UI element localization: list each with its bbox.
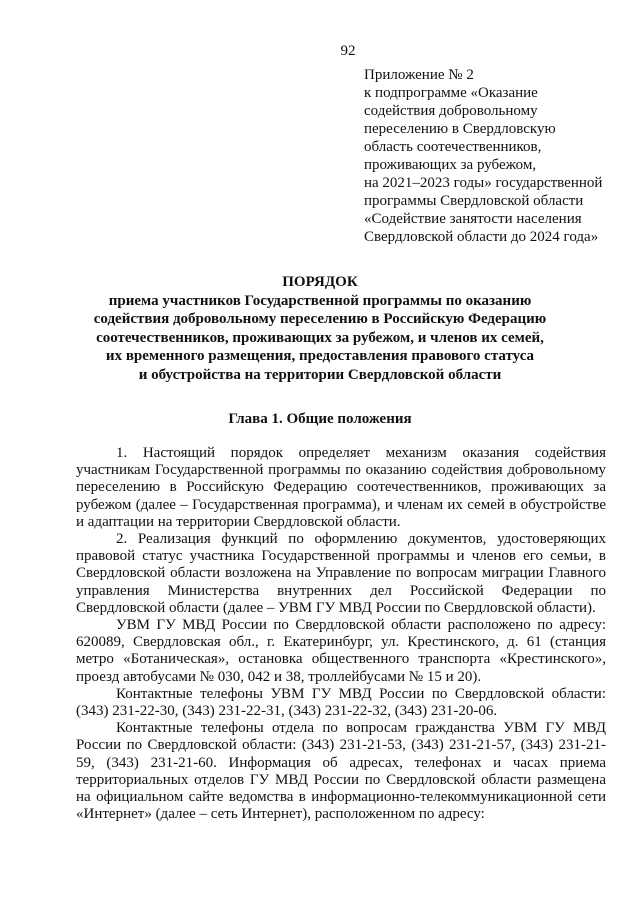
page-number: 92 — [340, 43, 356, 59]
appendix-line: программы Свердловской области — [364, 193, 584, 209]
title-line: соотечественников, проживающих за рубежом, и членов их семей, — [96, 329, 544, 346]
appendix-line: область соотечественников, — [364, 139, 542, 155]
appendix-header — [364, 66, 624, 246]
title-heading: ПОРЯДОК — [282, 274, 358, 290]
appendix-line: переселению в Свердловскую — [364, 121, 556, 137]
paragraph: 2. Реализация функций по оформлению документов, удостоверяющих правовой статус участника Государственной программы и членов его семьи, в Свердловской области возложена на Управление по вопросам миграции Главного управления Министерства внутренних дел Российской Федерации по Свердловской области (далее – УВМ ГУ МВД России по Свердловской области). — [76, 531, 606, 616]
appendix-line: Приложение № 2 — [364, 67, 474, 83]
title-line: их временного размещения, предоставления правового статуса — [105, 348, 535, 364]
paragraph: Контактные телефоны отдела по вопросам гражданства УВМ ГУ МВД России по Свердловской области: (343) 231-21-53, (343) 231-21-57, (343) 231-21-59, (343) 231-21-60. Информация об адресах, телефонах и часах приема территориальных отделов ГУ МВД России по Свердловской области размещена на официальном сайте ведомства в информационно-телекоммуникационной сети «Интернет» (далее – сеть Интернет), расположенном по адресу: — [76, 720, 606, 823]
appendix-line: Свердловской области до 2024 года» — [364, 229, 599, 245]
appendix-line: на 2021–2023 годы» государственной — [364, 175, 603, 191]
chapter-title: Глава 1. Общие положения — [228, 411, 412, 427]
appendix-line: содействия добровольному — [364, 103, 538, 119]
paragraph: 1. Настоящий порядок определяет механизм оказания содействия участникам Государственной программы по оказанию содействия добровольному переселению в Российскую Федерацию соотечественников, проживающих за рубежом (далее – Государственная программа), и членам их семей в обустройстве и адаптации на территории Свердловской области. — [76, 445, 606, 530]
paragraph: УВМ ГУ МВД России по Свердловской области расположено по адресу: 620089, Свердловская обл., г. Екатеринбург, ул. Крестинского, д. 61 (станция метро «Ботаническая», остановка общественного транспорта «Крестинского», проезд автобусами № 030, 042 и 38, троллейбусами № 15 и 20). — [76, 617, 606, 685]
title-line: содействия добровольному переселению в Российскую Федерацию — [93, 311, 547, 327]
document-title — [40, 273, 600, 384]
paragraph: Контактные телефоны УВМ ГУ МВД России по Свердловской области: (343) 231-22-30, (343) 231-22-31, (343) 231-22-32, (343) 231-20-06. — [76, 685, 606, 720]
title-line: приема участников Государственной программы по оказанию — [108, 292, 532, 309]
body-text — [76, 445, 606, 823]
appendix-line: «Содействие занятости населения — [364, 211, 582, 227]
appendix-line: проживающих за рубежом, — [364, 157, 537, 173]
title-line: и обустройства на территории Свердловской области — [138, 366, 502, 383]
appendix-line: к подпрограмме «Оказание — [364, 85, 538, 101]
